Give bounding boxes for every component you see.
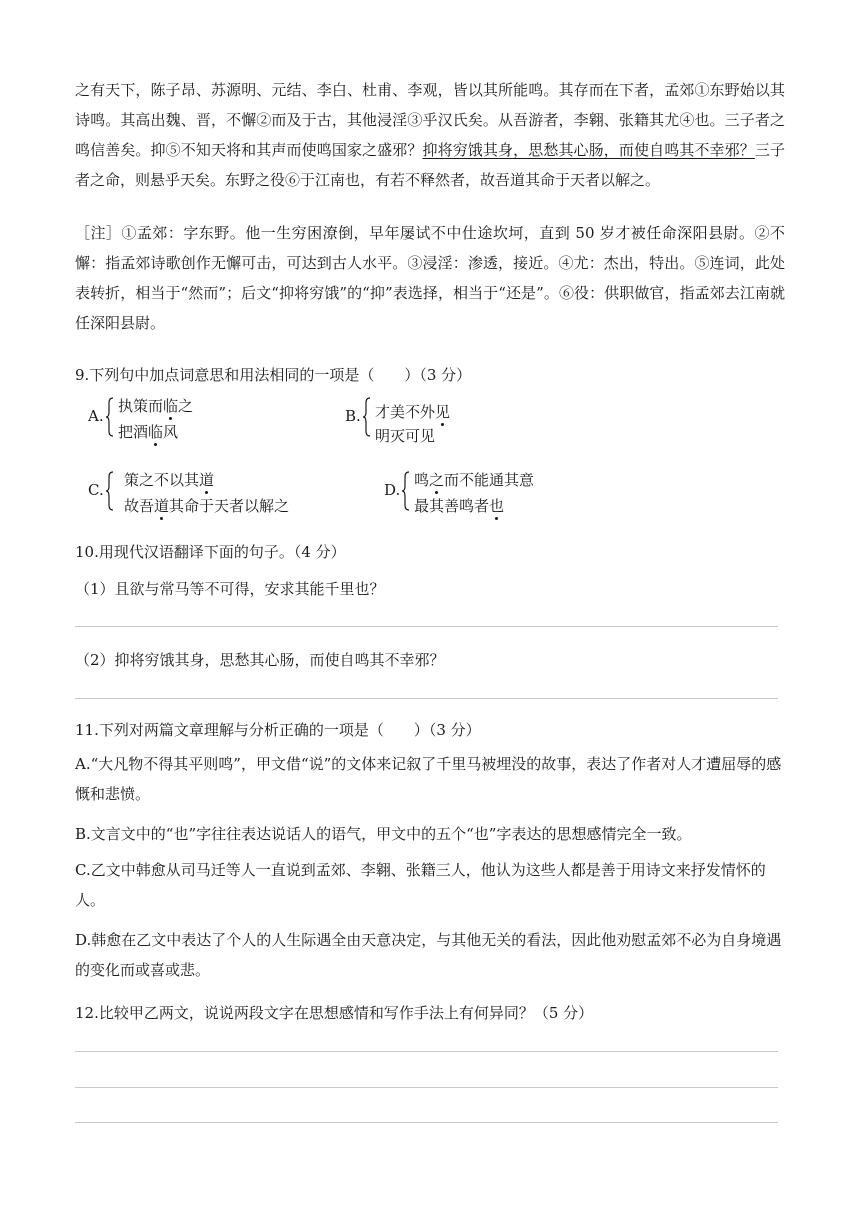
option-line-1: 执策而临之 <box>118 397 194 415</box>
brace-icon <box>363 397 371 437</box>
option-line-2: 故吾道其命于天者以解之 <box>124 497 290 515</box>
option-letter: D. <box>384 481 401 499</box>
option-letter: C. <box>88 481 104 499</box>
question-9-option-b <box>345 395 565 445</box>
option-line-2-cropped: 明灭可见 <box>375 427 436 445</box>
option-line-1: 鸣之而不能通其意 <box>414 471 535 489</box>
dotted-word: 临 <box>148 423 164 441</box>
question-9-option-d <box>384 469 584 519</box>
option-letter: A. <box>88 407 104 425</box>
answer-line[interactable] <box>75 1087 778 1088</box>
question-11-option-d: D.韩愈在乙文中表达了个人的人生际遇全由天意决定，与其他无关的看法，因此他劝慰孟郊不必为自身境遇的变化而或喜或悲。 <box>75 931 782 979</box>
answer-line[interactable] <box>75 1051 778 1052</box>
brace-icon <box>402 471 410 511</box>
question-9-stem: 9.下列句中加点词意思和用法相同的一项是（ ）（3 分） <box>75 366 472 384</box>
passage-paragraph <box>75 75 785 195</box>
answer-line[interactable] <box>75 698 778 699</box>
option-line-2: 最其善鸣者也 <box>414 497 505 515</box>
brace-icon <box>106 397 114 437</box>
dotted-word: 道 <box>199 471 215 489</box>
dotted-word: 临 <box>163 397 179 415</box>
question-11-option-c: C.乙文中韩愈从司马迁等人一直说到孟郊、李翱、张籍三人，他认为这些人都是善于用诗文来抒发情怀的人。 <box>75 861 766 909</box>
question-10-sentence-2: （2）抑将穷饿其身，思愁其心肠，而使自鸣其不幸邪？ <box>75 651 445 669</box>
question-12-stem: 12.比较甲乙两文，说说两段文字在思想感情和写作手法上有何异同？（5 分） <box>75 1004 594 1022</box>
question-11-option-a: A.“大凡物不得其平则鸣”，甲文借“说”的文体来记叙了千里马被埋没的故事，表达了作者对人才遭屈辱的感慨和悲愤。 <box>75 755 782 803</box>
brace-icon <box>106 471 114 511</box>
passage-text: 之有天下，陈子昂、苏源明、元结、李白、杜甫、李观，皆以其所能鸣。其存而在下者，孟郊①东野始以其诗鸣。其高出魏、晋，不懈②而及于古，其他浸淫③乎汉氏矣。从吾游者，李翱、张籍其尤④也。三子者之鸣信善矣。抑⑤不知天将和其声而使鸣国家之盛邪？ <box>75 81 785 159</box>
question-11-stem: 11.下列对两篇文章理解与分析正确的一项是（ ）（3 分） <box>75 721 481 739</box>
passage-text-end: 三子者之命，则悬乎天矣。东野之役⑥于江南也，有若不释然者，故吾道其命于天者以解之。 <box>75 141 785 189</box>
option-line-2: 把酒临风 <box>118 423 179 441</box>
annotation-note: ［注］①孟郊：字东野。他一生穷困潦倒，早年屡试不中仕途坎坷，直到 50 岁才被任命深阳县尉。②不懈：指孟郊诗歌创作无懈可击，可达到古人水平。③浸淫：渗透，接近。④尤：杰出，特出。⑤连词，此处表转折，相当于“然而”；后文“抑将穷饿”的“抑”表选择，相当于“还是”。⑥役：供职做官，指孟郊去江南就任深阳县尉。 <box>75 224 785 332</box>
question-10-sentence-1: （1）且欲与常马等不可得，安求其能千里也？ <box>75 580 385 598</box>
answer-line[interactable] <box>75 1122 778 1123</box>
option-letter: B. <box>345 407 361 425</box>
option-line-1: 策之不以其道 <box>124 471 215 489</box>
question-10-stem: 10.用现代汉语翻译下面的句子。（4 分） <box>75 543 346 561</box>
dotted-word: 道 <box>154 497 170 515</box>
question-9-option-c <box>88 469 348 519</box>
answer-line[interactable] <box>75 626 778 627</box>
dotted-word: 也 <box>489 497 505 515</box>
dotted-word: 之 <box>429 471 445 489</box>
option-line-1: 才美不外见 <box>375 403 451 421</box>
question-11-option-b: B.文言文中的“也”字往往表达说话人的语气，甲文中的五个“也”字表达的思想感情完全一致。 <box>75 825 692 843</box>
underlined-sentence: 抑将穷饿其身，思愁其心肠，而使自鸣其不幸邪？ <box>422 141 755 159</box>
question-9-option-a <box>88 395 308 445</box>
dotted-word: 见 <box>435 403 451 421</box>
